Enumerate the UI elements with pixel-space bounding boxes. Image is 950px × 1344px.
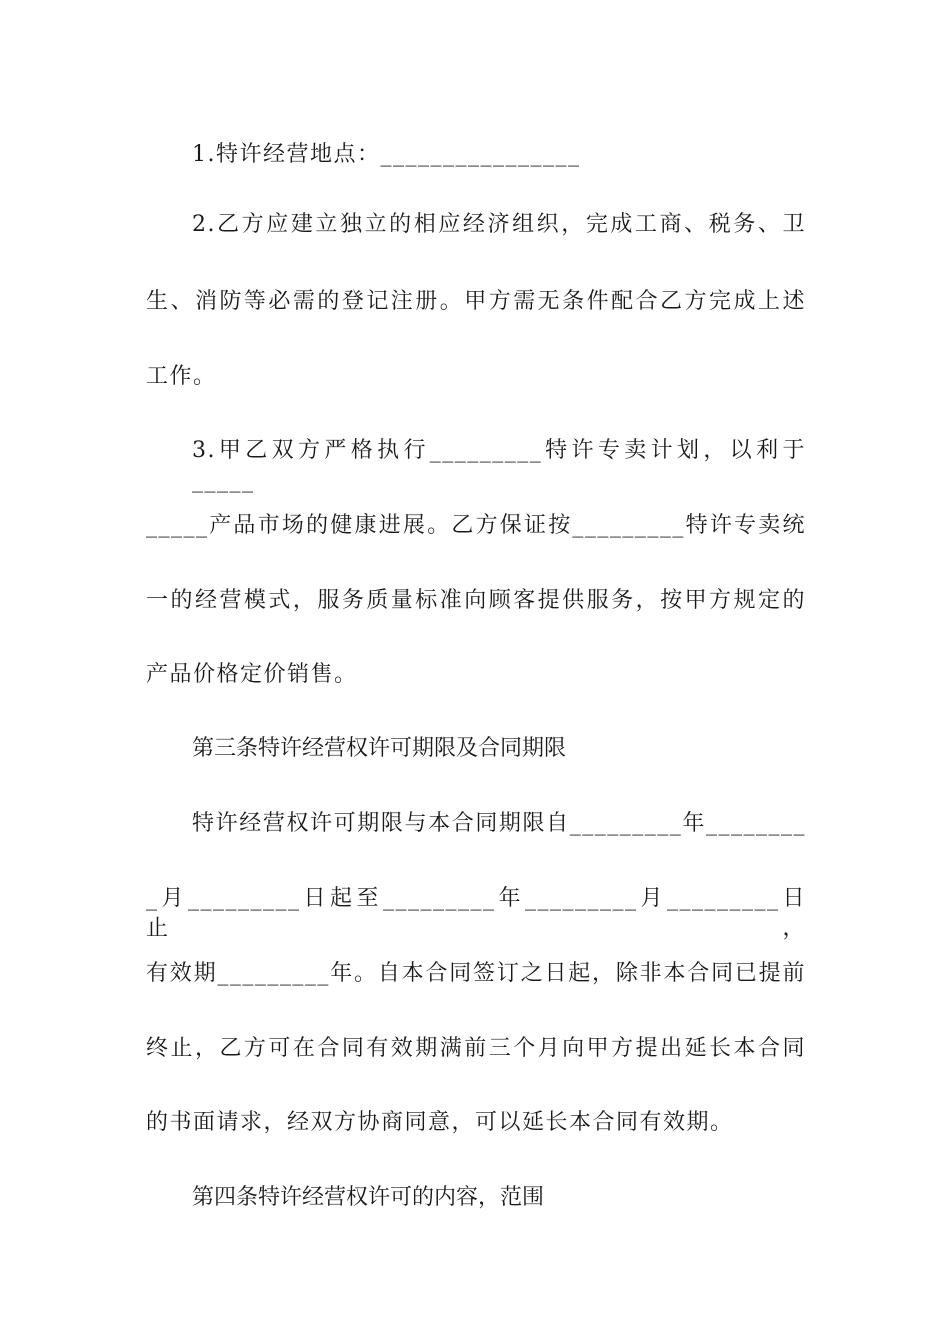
clause-registration-line-1: 2.乙方应建立独立的相应经济组织，完成工商、税务、卫: [192, 212, 806, 237]
article-four-heading: 第四条特许经营权许可的内容，范围: [192, 1185, 545, 1210]
term-line-4: 终止，乙方可在合同有效期满前三个月向甲方提出延长本合同: [146, 1036, 806, 1061]
clause-location-line: 1.特许经营地点：________________: [192, 142, 581, 167]
clause-plan-line-4: 产品价格定价销售。: [146, 662, 358, 687]
term-line-5: 的书面请求，经双方协商同意，可以延长本合同有效期。: [146, 1110, 734, 1135]
term-line-1: 特许经营权许可期限与本合同期限自_________年________: [192, 811, 806, 836]
clause-plan-line-1: 3.甲乙双方严格执行_________特许专卖计划，以利于_____: [192, 438, 806, 493]
term-line-3: 有效期_________年。自本合同签订之日起，除非本合同已提前: [146, 961, 806, 986]
clause-registration-line-2: 生、消防等必需的登记注册。甲方需无条件配合乙方完成上述: [146, 289, 806, 314]
term-line-2: _月_________日起至_________年_________月_________日止，: [146, 886, 806, 941]
clause-registration-line-3: 工作。: [146, 364, 217, 389]
article-three-heading: 第三条特许经营权许可期限及合同期限: [192, 736, 567, 761]
clause-plan-line-2: _____产品市场的健康进展。乙方保证按_________特许专卖统: [146, 513, 806, 538]
clause-plan-line-3: 一的经营模式，服务质量标准向顾客提供服务，按甲方规定的: [146, 588, 806, 613]
